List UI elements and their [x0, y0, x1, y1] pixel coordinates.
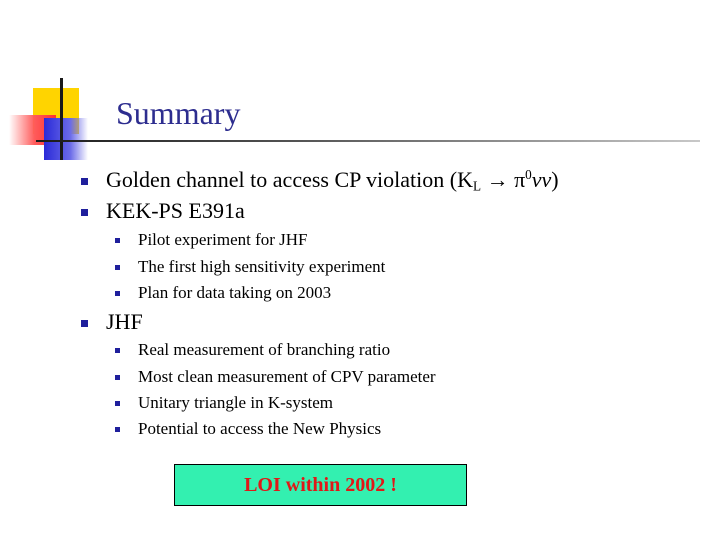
sub-bullet-marker	[115, 348, 120, 353]
sub-bullet-item: Potential to access the New Physics	[138, 419, 382, 438]
sub-bullet-item: Plan for data taking on 2003	[138, 283, 332, 302]
sub-bullet-marker	[115, 265, 120, 270]
loi-callout-box	[174, 464, 467, 506]
sub-bullet-item: Real measurement of branching ratio	[138, 340, 391, 359]
sub-bullet-item: The first high sensitivity experiment	[138, 257, 386, 276]
bullet-kek-ps: KEK-PS E391a	[106, 198, 245, 223]
decor-blue-square	[44, 118, 88, 160]
sub-bullet-marker	[115, 375, 120, 380]
sub-bullet-marker	[115, 427, 120, 432]
sub-bullet-marker	[115, 238, 120, 243]
sub-bullet-item: Unitary triangle in K-system	[138, 393, 333, 412]
bullet-marker	[81, 209, 88, 216]
sub-bullet-item: Pilot experiment for JHF	[138, 230, 308, 249]
loi-callout-text: LOI within 2002 !	[244, 473, 397, 496]
decor-vertical-line	[60, 78, 63, 160]
sub-bullet-marker	[115, 291, 120, 296]
page-title: Summary	[116, 95, 241, 131]
sub-bullet-item: Most clean measurement of CPV parameter	[138, 367, 436, 386]
bullet-jhf: JHF	[106, 309, 143, 334]
title-underline	[36, 140, 700, 142]
sub-bullet-marker	[115, 401, 120, 406]
bullet-marker	[81, 320, 88, 327]
bullet-marker	[81, 178, 88, 185]
bullet-golden-channel: Golden channel to access CP violation $(K_L \to \pi^0\nu\nu)$	[106, 167, 559, 194]
